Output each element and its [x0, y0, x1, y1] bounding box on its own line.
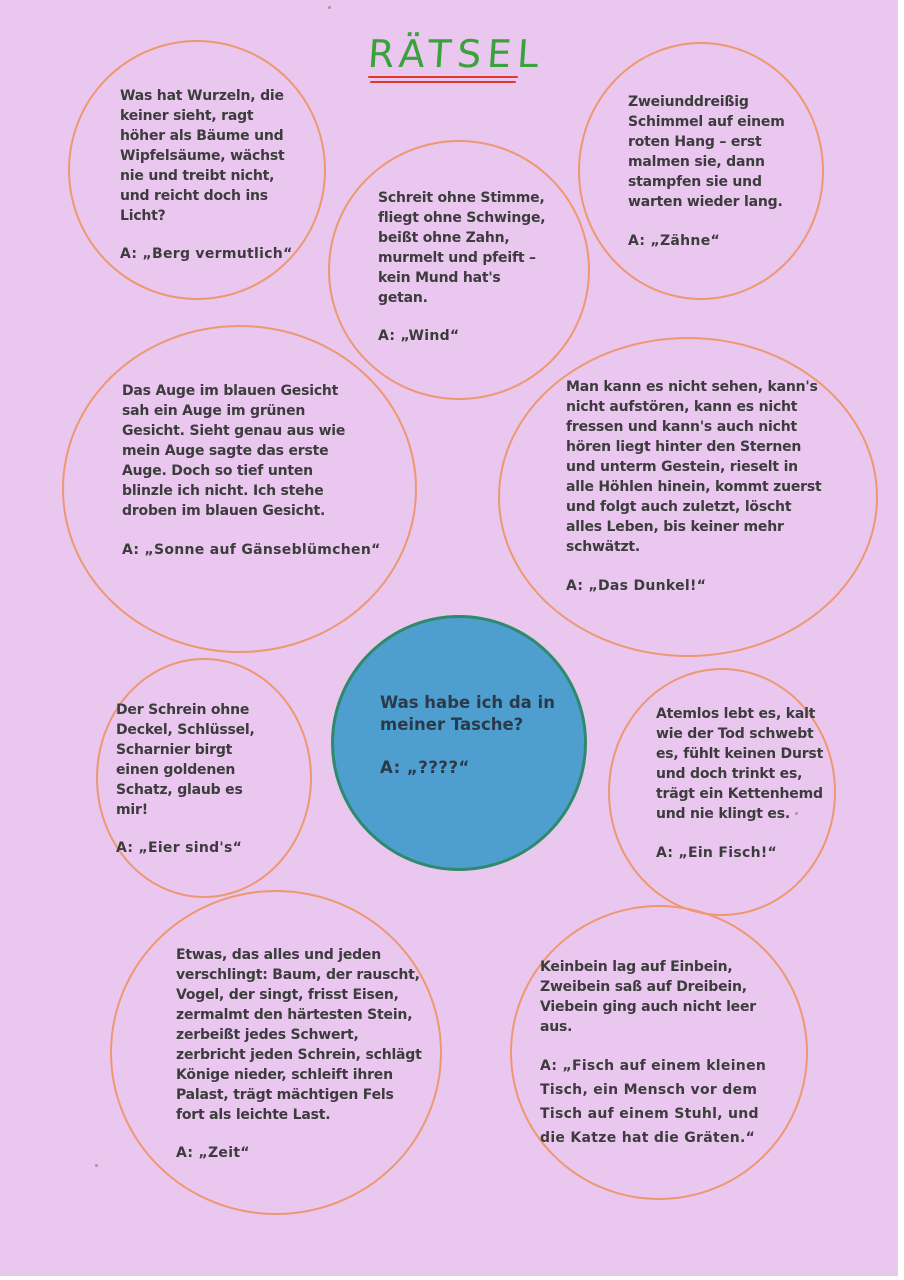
center-question: Was habe ich da in meiner Tasche?	[380, 693, 555, 734]
riddle-answer-9: A: „Fisch auf einem kleinen Tisch, ein Mensch vor dem Tisch auf einem Stuhl, und die Katze hat die Gräten.“	[540, 1058, 767, 1146]
riddle-answer-5: A: „Das Dunkel!“	[566, 578, 707, 594]
riddle-text-5: Man kann es nicht sehen, kann's nicht aufstören, kann es nicht fressen und kann's auch nicht hören liegt hinter den Sternen und unterm Gestein, rieselt in alle Höhlen hinein, kommt zuerst und folgt auch zuletzt, löscht alles Leben, bis keiner mehr schwätzt.	[566, 379, 822, 555]
riddle-answer-6: A: „Eier sind's“	[116, 840, 243, 856]
center-circle	[331, 615, 587, 871]
riddle-text-8: Etwas, das alles und jeden verschlingt: Baum, der rauscht, Vogel, der singt, frisst Eisen, zermalmt den härtesten Stein, zerbeißt jedes Schwert, zerbricht jeden Schrein, schlägt Könige nieder, schleift ihren Palast, trägt mächtigen Fels fort als leichte Last.	[176, 947, 422, 1123]
riddle-answer-1: A: „Berg vermutlich“	[120, 246, 293, 262]
riddle-answer-7: A: „Ein Fisch!“	[656, 845, 778, 861]
riddle-text-1: Was hat Wurzeln, die keiner sieht, ragt höher als Bäume und Wipfelsäume, wächst nie und treibt nicht, und reicht doch ins Licht?	[120, 88, 285, 224]
riddle-answer-8: A: „Zeit“	[176, 1145, 250, 1161]
riddle-text-7: Atemlos lebt es, kalt wie der Tod schwebt es, fühlt keinen Durst und doch trinkt es, trägt ein Kettenhemd und nie klingt es.	[656, 706, 824, 822]
title-underline-2	[370, 81, 516, 83]
paper-speck	[95, 1164, 98, 1167]
title-block	[366, 18, 546, 88]
riddle-answer-2: A: „Wind“	[378, 328, 460, 344]
paper-speck	[328, 6, 331, 9]
riddle-text-9: Keinbein lag auf Einbein, Zweibein saß auf Dreibein, Viebein ging auch nicht leer aus.	[540, 959, 756, 1035]
title-underline	[368, 76, 518, 78]
riddle-answer-4: A: „Sonne auf Gänseblümchen“	[122, 542, 381, 558]
page-title: RÄTSEL	[366, 32, 546, 76]
riddle-text-4: Das Auge im blauen Gesicht sah ein Auge im grünen Gesicht. Sieht genau aus wie mein Auge sagte das erste Auge. Doch so tief unten blinzle ich nicht. Ich stehe droben im blauen Gesicht.	[122, 383, 346, 519]
riddle-text-3: Zweiunddreißig Schimmel auf einem roten Hang – erst malmen sie, dann stampfen sie und warten wieder lang.	[628, 94, 785, 210]
paper-speck	[795, 812, 798, 815]
riddle-text-6: Der Schrein ohne Deckel, Schlüssel, Scharnier birgt einen goldenen Schatz, glaub es mir!	[116, 702, 255, 818]
riddle-text-2: Schreit ohne Stimme, fliegt ohne Schwinge, beißt ohne Zahn, murmelt und pfeift – kein Mund hat's getan.	[378, 190, 546, 306]
riddle-answer-3: A: „Zähne“	[628, 233, 720, 249]
center-answer: A: „????“	[380, 758, 470, 777]
riddle-circle-9	[510, 905, 808, 1200]
